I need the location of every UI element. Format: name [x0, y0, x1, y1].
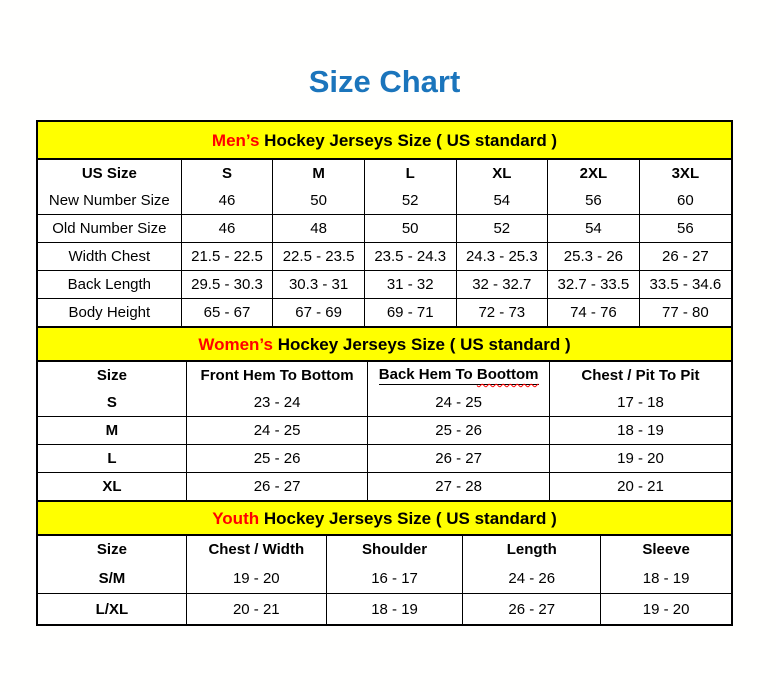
mens-column-header-3: L	[364, 160, 456, 187]
page-title: Size Chart	[308, 64, 461, 99]
youth-table-row-1	[38, 594, 731, 625]
womens-cell-r0-c3: 17 - 18	[549, 389, 731, 417]
womens-table-row-3	[38, 473, 731, 501]
womens-cell-r3-c2: 27 - 28	[368, 473, 550, 501]
mens-column-header-4: XL	[456, 160, 548, 187]
youth-cell-r1-c1: 20 - 21	[186, 594, 326, 625]
mens-table-row-0	[38, 187, 731, 215]
mens-cell-r1-c5: 54	[548, 215, 640, 243]
mens-cell-r1-c1: 46	[181, 215, 273, 243]
mens-cell-r4-c4: 72 - 73	[456, 299, 548, 327]
womens-cell-r1-c3: 18 - 19	[549, 417, 731, 445]
mens-cell-r3-c5: 32.7 - 33.5	[548, 271, 640, 299]
youth-cell-r1-c0: L/XL	[38, 594, 186, 625]
youth-column-header-4: Sleeve	[601, 536, 731, 563]
womens-column-header-0: Size	[38, 362, 186, 389]
womens-table-row-0	[38, 389, 731, 417]
mens-cell-r1-c0: Old Number Size	[38, 215, 181, 243]
womens-cell-r0-c2: 24 - 25	[368, 389, 550, 417]
mens-section-title	[38, 122, 731, 160]
mens-column-header-2: M	[273, 160, 365, 187]
womens-cell-r3-c0: XL	[38, 473, 186, 501]
size-chart-tables	[36, 120, 733, 626]
womens-cell-r2-c2: 26 - 27	[368, 445, 550, 473]
youth-cell-r0-c0: S/M	[38, 563, 186, 594]
mens-cell-r3-c2: 30.3 - 31	[273, 271, 365, 299]
womens-table-row-2	[38, 445, 731, 473]
womens-cell-r1-c0: M	[38, 417, 186, 445]
mens-cell-r3-c3: 31 - 32	[364, 271, 456, 299]
mens-column-header-0: US Size	[38, 160, 181, 187]
mens-cell-r3-c6: 33.5 - 34.6	[639, 271, 731, 299]
womens-column-header-2	[368, 362, 550, 389]
womens-column-header-1: Front Hem To Bottom	[186, 362, 368, 389]
mens-cell-r2-c6: 26 - 27	[639, 243, 731, 271]
mens-cell-r4-c3: 69 - 71	[364, 299, 456, 327]
youth-column-header-1: Chest / Width	[186, 536, 326, 563]
mens-cell-r3-c4: 32 - 32.7	[456, 271, 548, 299]
mens-column-header-6: 3XL	[639, 160, 731, 187]
womens-section-title	[38, 326, 731, 362]
womens-cell-r3-c1: 26 - 27	[186, 473, 368, 501]
mens-cell-r2-c1: 21.5 - 22.5	[181, 243, 273, 271]
mens-table-row-4	[38, 299, 731, 327]
womens-cell-r2-c0: L	[38, 445, 186, 473]
youth-cell-r0-c3: 24 - 26	[463, 563, 601, 594]
womens-section-title-rest: Hockey Jerseys Size ( US standard )	[272, 335, 571, 354]
mens-cell-r4-c6: 77 - 80	[639, 299, 731, 327]
youth-cell-r1-c3: 26 - 27	[463, 594, 601, 625]
mens-cell-r0-c5: 56	[548, 187, 640, 215]
youth-column-header-0: Size	[38, 536, 186, 563]
youth-section-title	[38, 500, 731, 536]
youth-column-header-3: Length	[463, 536, 601, 563]
womens-cell-r2-c1: 25 - 26	[186, 445, 368, 473]
underlined-header-text: Back Hem To Boottom	[379, 366, 539, 385]
youth-cell-r1-c4: 19 - 20	[601, 594, 731, 625]
womens-cell-r2-c3: 19 - 20	[549, 445, 731, 473]
youth-section-title-rest: Hockey Jerseys Size ( US standard )	[259, 509, 557, 528]
youth-header-row	[38, 536, 731, 563]
mens-table-row-1	[38, 215, 731, 243]
mens-cell-r2-c2: 22.5 - 23.5	[273, 243, 365, 271]
womens-column-header-3: Chest / Pit To Pit	[549, 362, 731, 389]
womens-cell-r3-c3: 20 - 21	[549, 473, 731, 501]
mens-cell-r0-c3: 52	[364, 187, 456, 215]
mens-cell-r2-c4: 24.3 - 25.3	[456, 243, 548, 271]
womens-cell-r0-c0: S	[38, 389, 186, 417]
youth-cell-r0-c1: 19 - 20	[186, 563, 326, 594]
mens-cell-r2-c0: Width Chest	[38, 243, 181, 271]
mens-cell-r0-c1: 46	[181, 187, 273, 215]
womens-size-table	[38, 362, 731, 500]
mens-column-header-1: S	[181, 160, 273, 187]
youth-size-table	[38, 536, 731, 624]
mens-cell-r1-c4: 52	[456, 215, 548, 243]
mens-cell-r0-c4: 54	[456, 187, 548, 215]
mens-cell-r2-c3: 23.5 - 24.3	[364, 243, 456, 271]
mens-size-table	[38, 160, 731, 326]
youth-cell-r0-c2: 16 - 17	[326, 563, 463, 594]
womens-cell-r1-c2: 25 - 26	[368, 417, 550, 445]
mens-cell-r0-c0: New Number Size	[38, 187, 181, 215]
mens-cell-r3-c0: Back Length	[38, 271, 181, 299]
mens-cell-r4-c0: Body Height	[38, 299, 181, 327]
womens-cell-r0-c1: 23 - 24	[186, 389, 368, 417]
misspelled-word: Boottom	[476, 365, 539, 383]
mens-cell-r1-c6: 56	[639, 215, 731, 243]
youth-cell-r1-c2: 18 - 19	[326, 594, 463, 625]
mens-cell-r0-c6: 60	[639, 187, 731, 215]
womens-table-row-1	[38, 417, 731, 445]
womens-section-title-highlight: Women’s	[198, 335, 273, 354]
mens-table-row-3	[38, 271, 731, 299]
womens-header-row	[38, 362, 731, 389]
mens-cell-r3-c1: 29.5 - 30.3	[181, 271, 273, 299]
mens-section-title-highlight: Men’s	[211, 131, 260, 150]
mens-cell-r2-c5: 25.3 - 26	[548, 243, 640, 271]
mens-cell-r4-c1: 65 - 67	[181, 299, 273, 327]
mens-cell-r4-c5: 74 - 76	[548, 299, 640, 327]
mens-cell-r1-c2: 48	[273, 215, 365, 243]
mens-header-row	[38, 160, 731, 187]
mens-cell-r1-c3: 50	[364, 215, 456, 243]
womens-cell-r1-c1: 24 - 25	[186, 417, 368, 445]
youth-section-title-highlight: Youth	[212, 509, 260, 528]
youth-table-row-0	[38, 563, 731, 594]
mens-column-header-5: 2XL	[548, 160, 640, 187]
mens-section-title-rest: Hockey Jerseys Size ( US standard )	[259, 131, 558, 150]
mens-table-row-2	[38, 243, 731, 271]
youth-column-header-2: Shoulder	[326, 536, 463, 563]
mens-cell-r0-c2: 50	[273, 187, 365, 215]
mens-cell-r4-c2: 67 - 69	[273, 299, 365, 327]
youth-cell-r0-c4: 18 - 19	[601, 563, 731, 594]
